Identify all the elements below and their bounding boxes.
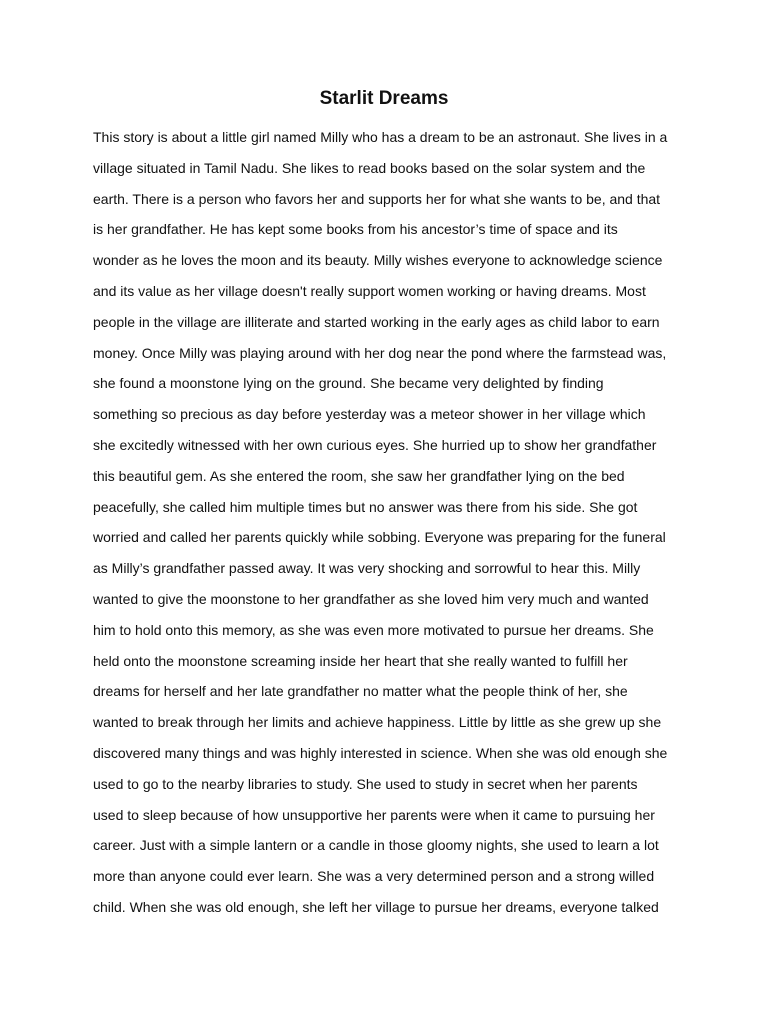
body-line: used to sleep because of how unsupportive her parents were when it came to pursuing her: [93, 806, 655, 823]
body-line: him to hold onto this memory, as she was even more motivated to pursue her dreams. She: [93, 621, 654, 638]
body-line: worried and called her parents quickly while sobbing. Everyone was preparing for the funeral: [93, 529, 666, 546]
body-line: peacefully, she called him multiple times but no answer was there from his side. She got: [93, 498, 638, 515]
document-title: Starlit Dreams: [319, 88, 449, 109]
body-line: wanted to break through her limits and achieve happiness. Little by little as she grew up she: [93, 714, 662, 731]
body-line: discovered many things and was highly interested in science. When she was old enough she: [93, 744, 668, 761]
body-line: something so precious as day before yesterday was a meteor shower in her village which: [93, 406, 646, 423]
body-line: career. Just with a simple lantern or a candle in those gloomy nights, she used to learn a lot: [93, 837, 659, 854]
body-line: she found a moonstone lying on the ground. She became very delighted by finding: [93, 375, 604, 392]
story-body: [93, 126, 693, 927]
body-line: This story is about a little girl named Milly who has a dream to be an astronaut. She lives in a: [93, 129, 668, 145]
body-line: wonder as he loves the moon and its beauty. Milly wishes everyone to acknowledge science: [93, 252, 663, 269]
body-line: earth. There is a person who favors her and supports her for what she wants to be, and that: [93, 190, 661, 207]
body-line: used to go to the nearby libraries to study. She used to study in secret when her parents: [93, 775, 638, 792]
body-line: child. When she was old enough, she left her village to pursue her dreams, everyone talked: [93, 898, 659, 915]
body-line: wanted to give the moonstone to her grandfather as she loved him very much and wanted: [93, 590, 649, 607]
body-line: more than anyone could ever learn. She was a very determined person and a strong willed: [93, 868, 655, 885]
body-line: as Milly’s grandfather passed away. It was very shocking and sorrowful to hear this. Milly: [93, 560, 641, 577]
body-line: and its value as her village doesn't really support women working or having dreams. Most: [93, 282, 646, 299]
body-line: held onto the moonstone screaming inside her heart that she really wanted to fulfill her: [93, 652, 628, 669]
body-line: is her grandfather. He has kept some books from his ancestor’s time of space and its: [93, 221, 618, 238]
body-line: people in the village are illiterate and started working in the early ages as child labor to earn: [93, 313, 660, 330]
body-line: money. Once Milly was playing around with her dog near the pond where the farmstead was,: [93, 344, 667, 361]
body-line: dreams for herself and her late grandfather no matter what the people think of her, she: [93, 683, 628, 700]
body-line: village situated in Tamil Nadu. She likes to read books based on the solar system and the: [93, 159, 646, 176]
body-line: she excitedly witnessed with her own curious eyes. She hurried up to show her grandfather: [93, 436, 657, 453]
body-line: this beautiful gem. As she entered the room, she saw her grandfather lying on the bed: [93, 467, 625, 484]
